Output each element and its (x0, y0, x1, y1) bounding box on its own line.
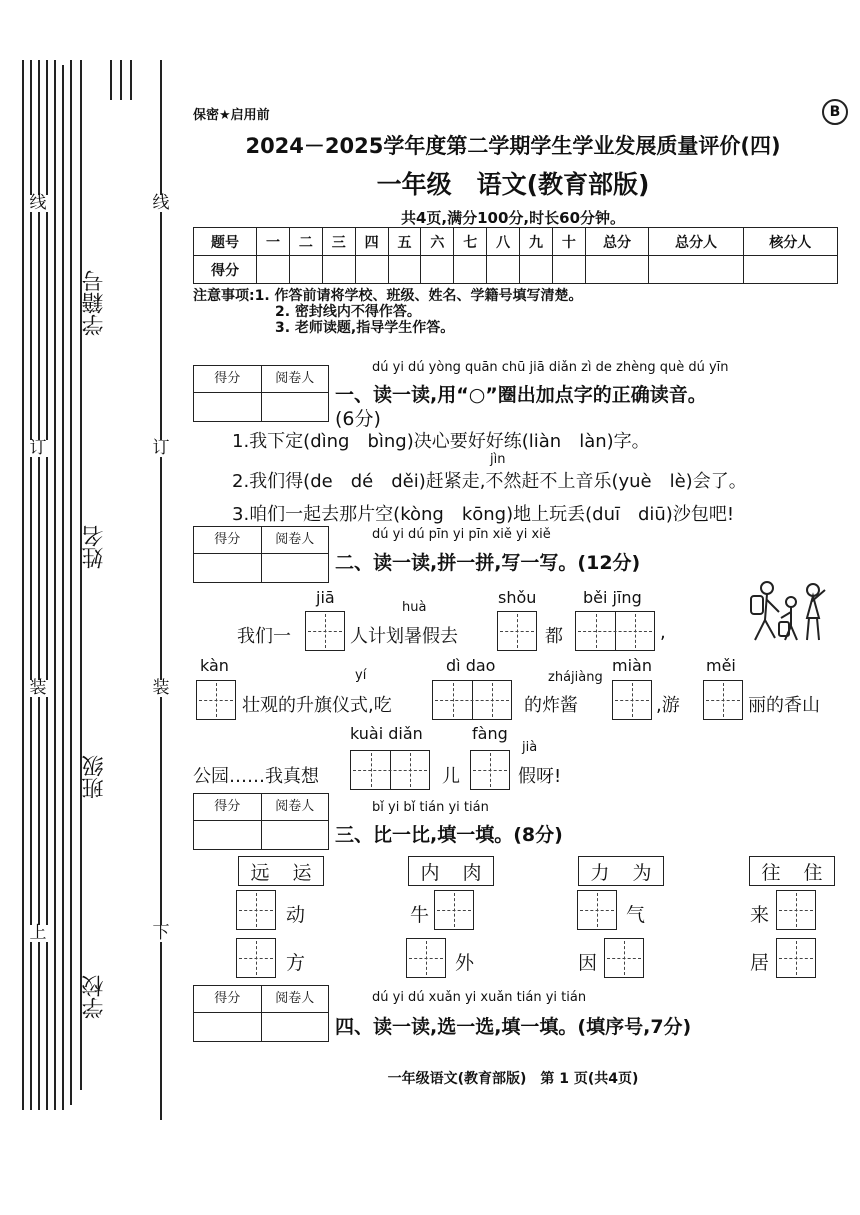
binding-mark: 订 (29, 438, 47, 458)
header-cell: 核分人 (743, 228, 837, 256)
sentence-part: ,游 (656, 695, 680, 716)
pinyin-didao: dì dao (446, 656, 496, 675)
header-cell: 六 (421, 228, 454, 256)
binding-mark: 下 (152, 923, 170, 943)
pinyin-jia: jiā (316, 588, 335, 607)
pinyin-fang: fàng (472, 724, 508, 743)
grader-box (193, 793, 329, 850)
name-field[interactable] (82, 525, 122, 569)
reviewer-input[interactable] (261, 554, 329, 582)
grader-box (193, 985, 329, 1042)
sentence-part: 儿 (442, 766, 460, 787)
class-field[interactable] (82, 755, 122, 799)
section3-title: 三、比一比,填一填。(8分) (335, 824, 563, 846)
writing-box-kan[interactable] (196, 680, 236, 720)
score-cell[interactable] (257, 256, 290, 284)
binding-mark: 线 (152, 193, 170, 213)
sentence-part: 人计划暑假去 (350, 626, 458, 647)
section1-item: 3.咱们一起去那片空(kòng kōng)地上玩丢(duī diū)沙包吧! (232, 504, 735, 525)
section2-pinyin: dú yi dú pīn yi pīn xiě yi xiě (372, 527, 551, 542)
header-cell: 三 (322, 228, 355, 256)
confidential-label: 保密★启用前 (193, 108, 270, 123)
word-part: 外 (455, 952, 475, 974)
writing-box-shou[interactable] (497, 611, 537, 651)
header-cell: 二 (289, 228, 322, 256)
pinyin-beijing: běi jīng (583, 588, 642, 607)
score-input[interactable] (194, 821, 261, 849)
pinyin-shou: shǒu (498, 588, 537, 607)
reviewer-label: 阅卷人 (261, 794, 329, 820)
section1-item: 1.我下定(dìng bìng)决心要好好练(liàn làn)字。 (232, 431, 650, 452)
word-part: 居 (750, 952, 770, 974)
score-cell[interactable] (388, 256, 421, 284)
sentence-part: 公园……我真想 (193, 766, 319, 787)
fill-box[interactable] (776, 890, 816, 930)
header-cell: 总分 (585, 228, 649, 256)
pair-char: 往 (761, 861, 781, 884)
sentence-part: 都 (545, 626, 563, 647)
score-cell[interactable] (552, 256, 585, 284)
reviewer-input[interactable] (261, 1013, 329, 1041)
score-label: 得分 (214, 799, 241, 814)
notes (193, 288, 583, 336)
exam-subtitle: 一年级 语文(教育部版) (376, 170, 650, 199)
page-footer: 一年级语文(教育部版) 第 1 页(共4页) (387, 1071, 639, 1087)
score-cell[interactable] (520, 256, 553, 284)
score-cell[interactable] (743, 256, 837, 284)
school-field[interactable] (82, 975, 122, 1019)
pinyin-yi: yí (355, 668, 367, 683)
reviewer-input[interactable] (261, 393, 329, 421)
family-travel-illustration (745, 578, 835, 648)
writing-box-mei[interactable] (703, 680, 743, 720)
fill-box[interactable] (776, 938, 816, 978)
student-id-field[interactable] (82, 270, 122, 336)
header-cell: 五 (388, 228, 421, 256)
note-line: 3. 老师读题,指导学生作答。 (275, 320, 455, 336)
score-label: 得分 (214, 991, 241, 1006)
pinyin-kan: kàn (200, 656, 229, 675)
pinyin-kuaidian: kuài diǎn (350, 724, 423, 743)
fill-box[interactable] (577, 890, 617, 930)
pair-char: 内 (420, 861, 440, 884)
name-label: 姓名 (82, 525, 107, 569)
pinyin-hua: huà (402, 600, 427, 615)
word-part: 因 (578, 952, 598, 974)
sentence-part: 壮观的升旗仪式,吃 (242, 695, 392, 716)
section2-title: 二、读一读,拼一拼,写一写。(12分) (335, 552, 641, 574)
writing-box-didao[interactable] (432, 680, 512, 720)
header-cell: 八 (487, 228, 520, 256)
header-cell: 一 (257, 228, 290, 256)
version-badge: B (822, 99, 848, 125)
binding-mark: 装 (29, 678, 47, 698)
grader-box (193, 526, 329, 583)
section1-pinyin: dú yi dú yòng quān chū jiā diǎn zì de zhèng què dú yīn (372, 360, 729, 375)
score-cell[interactable] (649, 256, 743, 284)
word-part: 牛 (410, 904, 430, 926)
header-cell: 题号 (194, 228, 257, 256)
char-pair (749, 856, 835, 886)
score-input[interactable] (194, 393, 261, 421)
student-id-label: 学籍号 (82, 270, 107, 336)
writing-box-fang[interactable] (470, 750, 510, 790)
score-label: 得分 (214, 532, 241, 547)
pair-char: 住 (803, 861, 823, 884)
score-table-row (194, 256, 838, 284)
word-part: 来 (750, 904, 770, 926)
class-label: 班级 (82, 755, 107, 799)
writing-box-jia[interactable] (305, 611, 345, 651)
word-part: 方 (286, 952, 306, 974)
score-cell[interactable] (289, 256, 322, 284)
binding-mark: 线 (29, 193, 47, 213)
exam-info: 共4页,满分100分,时长60分钟。 (400, 209, 626, 227)
fill-box[interactable] (406, 938, 446, 978)
sentence-part: 的炸酱 (524, 695, 578, 716)
row-label: 得分 (194, 256, 257, 284)
section1-pinyin-jin: jìn (490, 452, 506, 467)
score-input[interactable] (194, 554, 261, 582)
score-cell[interactable] (355, 256, 388, 284)
header-cell: 四 (355, 228, 388, 256)
sentence-part: , (660, 622, 666, 643)
grader-box (193, 365, 329, 422)
sentence-part: 假呀! (518, 766, 562, 787)
score-cell[interactable] (487, 256, 520, 284)
pinyin-mei: měi (706, 656, 736, 675)
fill-box[interactable] (604, 938, 644, 978)
reviewer-label: 阅卷人 (261, 366, 329, 392)
score-cell[interactable] (322, 256, 355, 284)
char-pair (578, 856, 664, 886)
fill-box[interactable] (236, 938, 276, 978)
sentence-part: 我们一 (237, 626, 291, 647)
section1-item: 2.我们得(de dé děi)赶紧走,不然赶不上音乐(yuè lè)会了。 (232, 471, 747, 492)
header-cell: 九 (520, 228, 553, 256)
writing-box-mian[interactable] (612, 680, 652, 720)
score-label: 得分 (214, 371, 241, 386)
word-part: 气 (626, 904, 646, 926)
score-input[interactable] (194, 1013, 261, 1041)
section1-points: (6分) (335, 408, 381, 430)
reviewer-input[interactable] (261, 821, 329, 849)
score-table-header (194, 228, 838, 256)
header-cell: 十 (552, 228, 585, 256)
char-pair (238, 856, 324, 886)
exam-title: 2024－2025学年度第二学期学生学业发展质量评价(四) (245, 134, 781, 158)
score-cell[interactable] (454, 256, 487, 284)
fill-box[interactable] (434, 890, 474, 930)
char-pair (408, 856, 494, 886)
fill-box[interactable] (236, 890, 276, 930)
note-line: 注意事项:1. 作答前请将学校、班级、姓名、学籍号填写清楚。 (193, 288, 583, 304)
pair-char: 肉 (462, 861, 482, 884)
note-line: 2. 密封线内不得作答。 (275, 304, 421, 320)
pinyin-jia2: jià (522, 740, 538, 755)
pinyin-zhajiang: zhájiàng (548, 670, 603, 685)
writing-box-beijing[interactable] (575, 611, 655, 651)
section1-title: 一、读一读,用“○”圈出加点字的正确读音。 (335, 384, 707, 406)
pair-char: 为 (632, 861, 652, 884)
pair-char: 运 (292, 861, 312, 884)
section3-pinyin: bǐ yi bǐ tián yi tián (372, 800, 489, 815)
section4-pinyin: dú yi dú xuǎn yi xuǎn tián yi tián (372, 990, 587, 1005)
pinyin-mian: miàn (612, 656, 652, 675)
writing-box-kuaidian[interactable] (350, 750, 430, 790)
sentence-part: 丽的香山 (748, 695, 820, 716)
binding-mark: 装 (152, 678, 170, 698)
section4-title: 四、读一读,选一选,填一填。(填序号,7分) (335, 1016, 692, 1038)
word-part: 动 (286, 904, 306, 926)
header-cell: 七 (454, 228, 487, 256)
binding-mark: 上 (29, 923, 47, 943)
score-table (193, 227, 838, 284)
school-label: 学校 (82, 975, 107, 1019)
binding-mark: 订 (152, 438, 170, 458)
pair-char: 力 (590, 861, 610, 884)
score-cell[interactable] (585, 256, 649, 284)
pair-char: 远 (250, 861, 270, 884)
reviewer-label: 阅卷人 (261, 527, 329, 553)
reviewer-label: 阅卷人 (261, 986, 329, 1012)
score-cell[interactable] (421, 256, 454, 284)
header-cell: 总分人 (649, 228, 743, 256)
